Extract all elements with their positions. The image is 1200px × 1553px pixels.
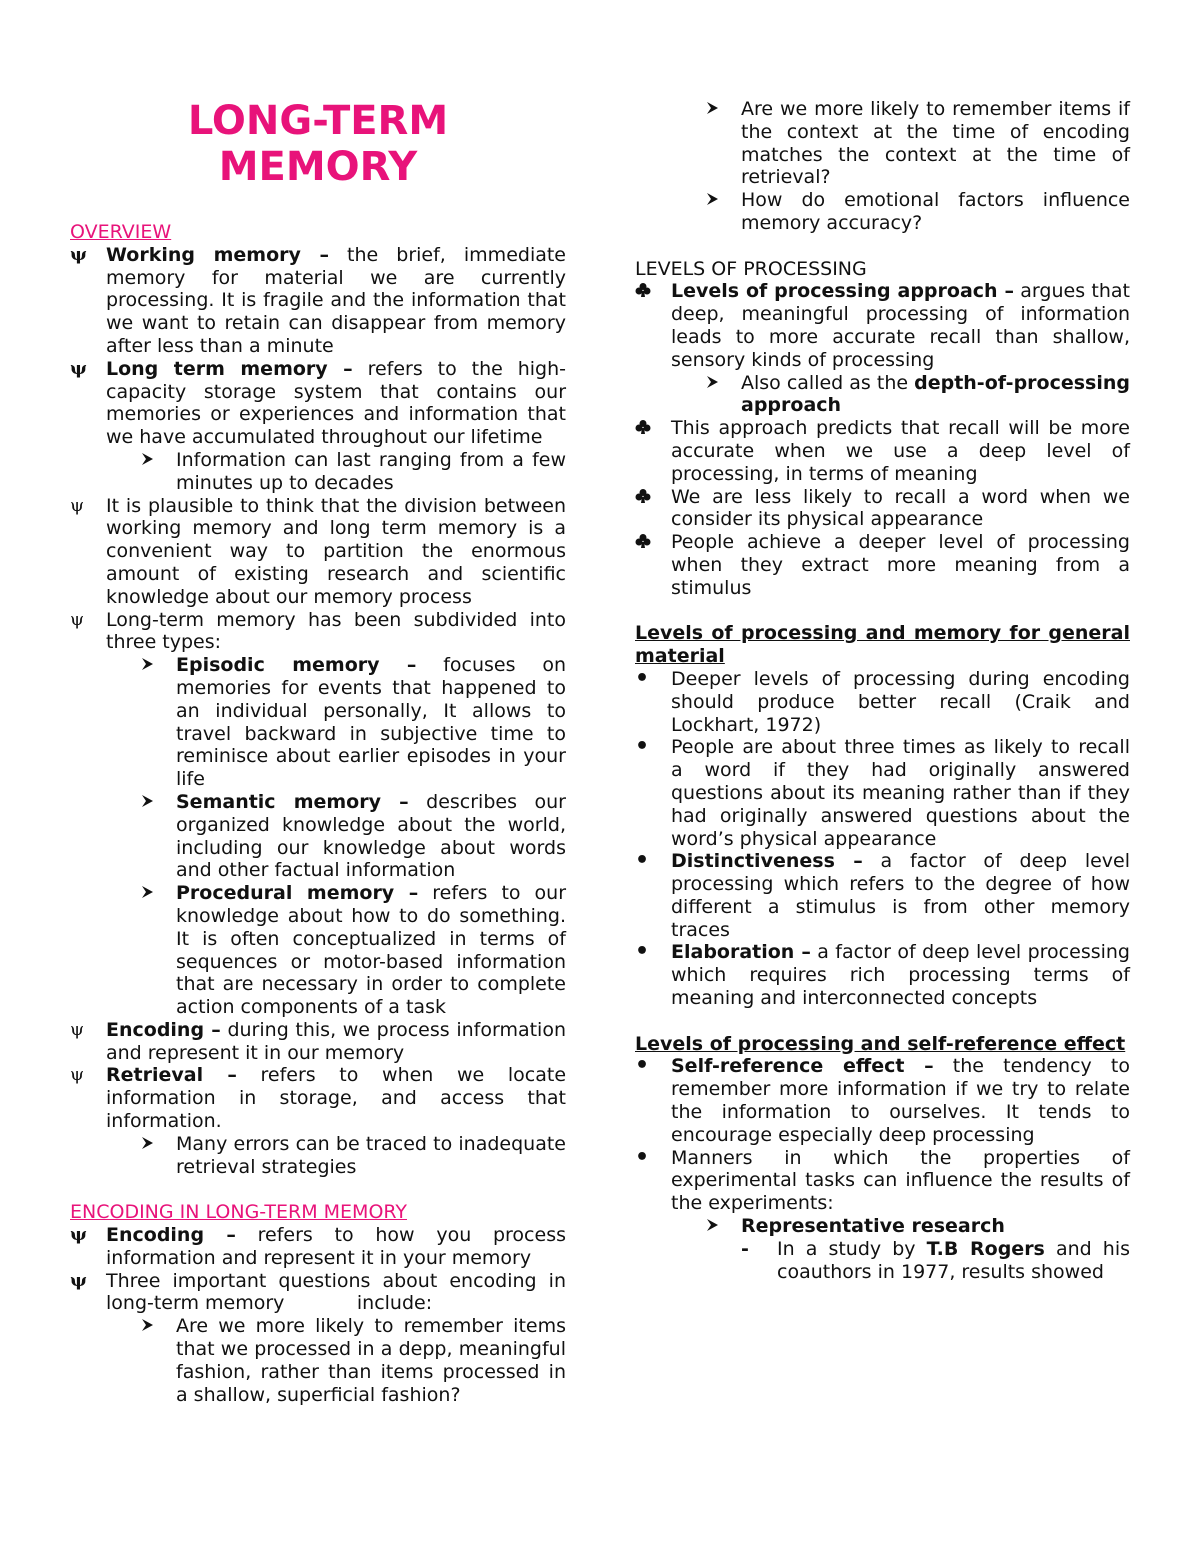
dot-bullet-icon: • (635, 665, 650, 691)
arrow-bullet-icon (140, 1315, 160, 1338)
page-title (70, 98, 566, 190)
right-flow (635, 98, 1130, 1283)
psi-bullet-icon: ψ (70, 1269, 87, 1291)
arrow-bullet-icon (140, 449, 160, 472)
approach-item (635, 280, 1130, 371)
self-reference-heading: Levels of processing and self-reference effect (635, 1032, 1126, 1055)
less-likely-item (635, 486, 1130, 532)
questions-item (70, 1269, 573, 1316)
distinctiveness-term: Distinctiveness – (671, 850, 863, 873)
retrieval-item (70, 1064, 566, 1132)
general-bullet-1 (635, 665, 1130, 736)
semantic-term: Semantic memory – (176, 790, 409, 813)
deeper-item (635, 531, 1130, 599)
manners-item (635, 1144, 1130, 1215)
arrow-bullet-icon (705, 1215, 725, 1238)
retrieval-sub-item (70, 1133, 566, 1179)
psi-bullet-icon: ψ (70, 1224, 87, 1246)
questions-text: Three important questions about encoding in long-term memory include: (106, 1269, 573, 1315)
self-reference-text: the tendency to remember more information if we try to relate the information to ourselves. It tends to encourage especially deep processing (671, 1055, 1130, 1146)
arrow-bullet-icon (705, 98, 725, 121)
dot-bullet-icon: • (635, 939, 650, 965)
general-material-heading: Levels of processing and memory for general material (635, 622, 1130, 668)
episodic-term: Episodic memory – (176, 654, 417, 677)
subdivided-item (70, 609, 566, 655)
predicts-text: This approach predicts that recall will be more accurate when we use a deep level of processing, in terms of meaning (671, 417, 1130, 485)
long-term-sub-text: Information can last ranging from a few minutes up to decades (176, 448, 566, 494)
encoding-item (70, 1019, 566, 1065)
procedural-item (70, 882, 566, 1019)
also-called-term: depth-of-processing approach (741, 371, 1130, 417)
question-1-text: Are we more likely to remember items that we processed in a depp, meaningful fashion, rather than items processed in a shallow, superficial fashion? (176, 1315, 566, 1406)
long-term-sub-item (70, 449, 566, 495)
procedural-term: Procedural memory – (176, 882, 419, 905)
title-line-1: LONG-TERM (187, 98, 449, 144)
arrow-bullet-icon (140, 882, 160, 905)
elaboration-text: a factor of deep level processing which requires rich processing terms of meaning and interconnected concepts (671, 941, 1130, 1010)
subdivided-text: Long-term memory has been subdivided into three types: (106, 608, 566, 654)
semantic-item (70, 791, 566, 882)
study-post-text: and his coauthors in 1977, results showed (777, 1237, 1130, 1283)
question-2-item (635, 98, 1130, 189)
arrow-bullet-icon (140, 654, 160, 677)
psi-bullet-icon: ψ (70, 494, 85, 516)
general-bullet-2 (635, 736, 1130, 850)
also-called-item (635, 372, 1130, 418)
procedural-text: refers to our knowledge about how to do something. It is often conceptualized in terms of sequences or motor-based information that are necessary in order to complete action components of a task (176, 882, 567, 1019)
representative-research-label: Representative research (741, 1215, 1005, 1238)
distinctiveness-text: a factor of deep level processing which refers to the degree of how different a stimulus is from other memory traces (671, 850, 1130, 941)
club-bullet-icon (635, 531, 655, 554)
overview-heading: OVERVIEW (70, 221, 172, 243)
title-line-2: MEMORY (218, 144, 418, 190)
representative-research-item (635, 1215, 1130, 1238)
encoding-ltm-item (70, 1224, 566, 1270)
arrow-bullet-icon (705, 372, 725, 395)
elaboration-term: Elaboration – (671, 941, 811, 964)
retrieval-text: refers to when we locate information in storage, and access that information. (106, 1064, 567, 1133)
approach-text: argues that deep, meaningful processing of information leads to more accurate recall than shallow, sensory kinds of processing (671, 280, 1130, 371)
levels-heading: LEVELS OF PROCESSING (635, 257, 867, 280)
working-memory-text: the brief, immediate memory for material we are currently processing. It is fragile and the information that we want to retain can disappear from memory after less than a minute (106, 243, 567, 357)
dot-bullet-icon: • (635, 848, 650, 874)
dot-bullet-icon: • (635, 1144, 650, 1170)
question-2-text: Are we more likely to remember items if the context at the time of encoding matches the context at the time of retrieval? (741, 98, 1130, 189)
encoding-term: Encoding – (106, 1018, 221, 1041)
arrow-bullet-icon (140, 791, 160, 814)
dash-bullet-icon: - (741, 1237, 749, 1260)
arrow-bullet-icon (140, 1133, 160, 1156)
general-bullet-2-text: People are about three times as likely to recall a word if they had originally answered questions about its meaning rather than if they had originally answered questions about the word’s physical appearance (671, 736, 1130, 850)
psi-bullet-icon: ψ (70, 357, 87, 379)
long-term-memory-text: refers to the high-capacity storage system that contains our memories or experiences and information that we have accumulated throughout our lifetime (106, 357, 567, 449)
arrow-bullet-icon (705, 189, 725, 212)
retrieval-sub-text: Many errors can be traced to inadequate retrieval strategies (176, 1132, 566, 1178)
encoding-ltm-term: Encoding – (106, 1224, 236, 1247)
study-author: T.B Rogers (926, 1237, 1045, 1260)
encoding-ltm-text: refers to how you process information and represent it in your memory (106, 1224, 566, 1269)
question-3-item (635, 189, 1130, 235)
psi-bullet-icon: ψ (70, 608, 85, 630)
general-bullet-1-text: Deeper levels of processing during encoding should produce better recall (Craik and Lockhart, 1972) (671, 667, 1130, 736)
deeper-text: People achieve a deeper level of processing when they extract more meaning from a stimulus (671, 531, 1130, 599)
question-3-text: How do emotional factors influence memory accuracy? (741, 189, 1130, 234)
approach-term: Levels of processing approach – (671, 280, 1014, 303)
episodic-text: focuses on memories for events that happened to an individual personally, It allows to travel backward in subjective time to reminisce about earlier episodes in your life (176, 654, 566, 791)
plausible-text: It is plausible to think that the division between working memory and long term memory is a convenient way to partition the enormous amount of existing research and scientific knowledge about our memory process (106, 494, 566, 608)
self-reference-term: Self-reference effect – (671, 1055, 934, 1078)
also-called-text: Also called as the (741, 371, 915, 394)
encoding-text: during this, we process information and represent it in our memory (106, 1018, 566, 1064)
elaboration-item (635, 941, 1130, 1009)
club-bullet-icon (635, 280, 655, 303)
encoding-ltm-heading: ENCODING IN LONG-TERM MEMORY (70, 1201, 407, 1224)
working-memory-term: Working memory – (106, 243, 330, 266)
psi-bullet-icon: ψ (70, 1018, 85, 1040)
left-flow (70, 221, 573, 1406)
dot-bullet-icon: • (635, 1053, 650, 1079)
dot-bullet-icon: • (635, 734, 650, 760)
predicts-item (635, 417, 1130, 485)
distinctiveness-item (635, 850, 1130, 941)
long-term-memory-term: Long term memory – (106, 357, 353, 380)
long-term-memory-item (70, 358, 566, 449)
manners-text: Manners in which the properties of experimental tasks can influence the results of the experiments: (671, 1146, 1130, 1215)
episodic-item (70, 654, 566, 791)
club-bullet-icon (635, 417, 655, 440)
retrieval-term: Retrieval – (106, 1064, 237, 1087)
semantic-text: describes our organized knowledge about the world, including our knowledge about words and other factual information (176, 790, 566, 882)
plausible-item (70, 495, 566, 609)
self-reference-item (635, 1055, 1130, 1146)
less-likely-text: We are less likely to recall a word when we consider its physical appearance (671, 485, 1130, 531)
working-memory-item (70, 244, 566, 358)
psi-bullet-icon: ψ (70, 243, 87, 265)
study-pre-text: In a study by (777, 1237, 927, 1260)
club-bullet-icon (635, 486, 655, 509)
psi-bullet-icon: ψ (70, 1064, 85, 1086)
question-1-item (70, 1315, 566, 1406)
study-item (635, 1238, 1130, 1284)
